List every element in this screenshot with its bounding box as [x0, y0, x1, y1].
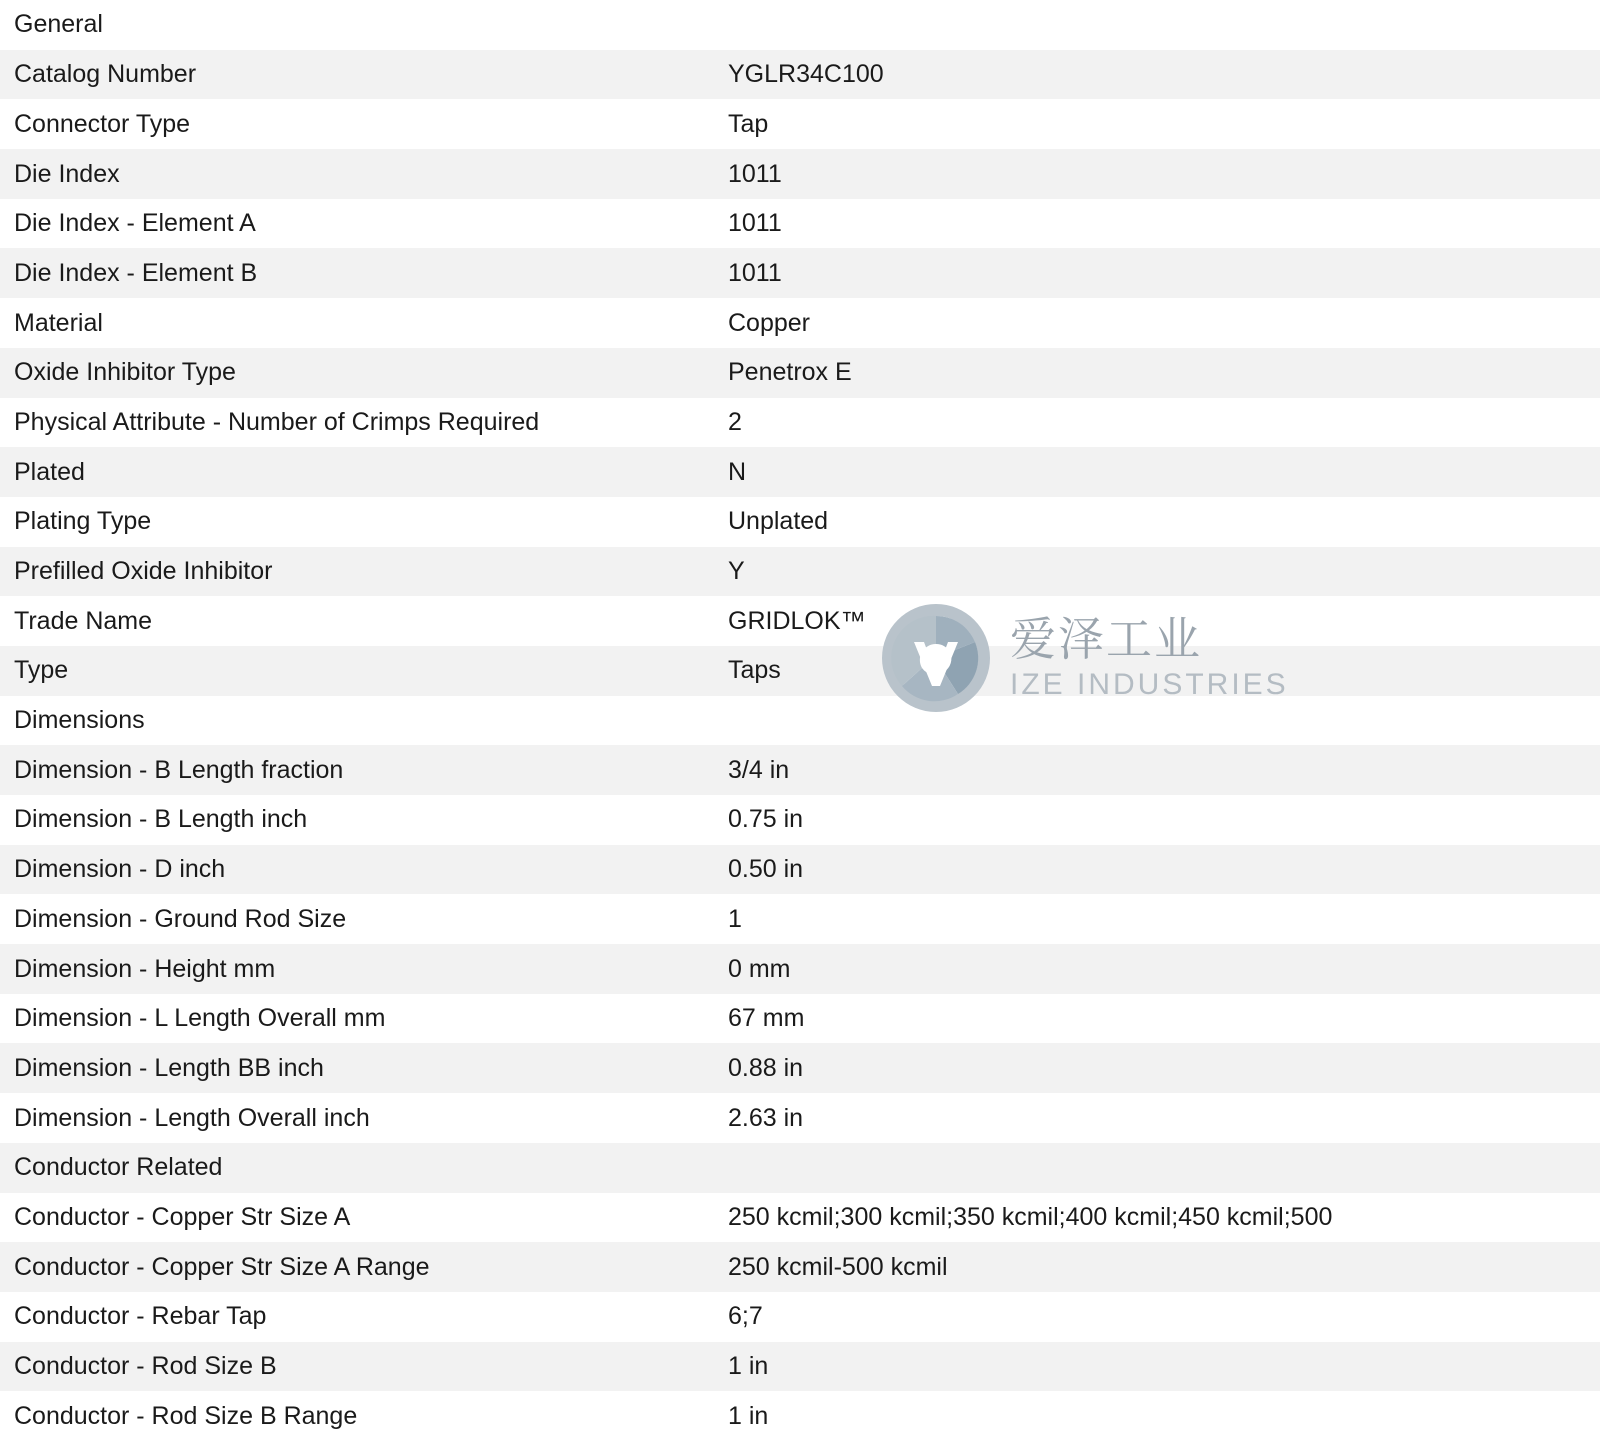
section-heading: Conductor Related — [0, 1143, 714, 1193]
row-label: Dimension - Length Overall inch — [0, 1093, 714, 1143]
table-row — [0, 1242, 1600, 1292]
row-value: Copper — [714, 298, 1600, 348]
table-row — [0, 1043, 1600, 1093]
row-label: Conductor - Copper Str Size A — [0, 1193, 714, 1243]
row-label: Dimension - Ground Rod Size — [0, 894, 714, 944]
row-value: 67 mm — [714, 994, 1600, 1044]
table-row — [0, 1391, 1600, 1441]
row-value: 1 in — [714, 1342, 1600, 1392]
row-value: Penetrox E — [714, 348, 1600, 398]
row-value: 0.75 in — [714, 795, 1600, 845]
row-value: 0.88 in — [714, 1043, 1600, 1093]
table-section-row — [0, 696, 1600, 746]
row-label: Dimension - D inch — [0, 845, 714, 895]
table-row — [0, 149, 1600, 199]
row-label: Connector Type — [0, 99, 714, 149]
table-row — [0, 1093, 1600, 1143]
row-value: 2.63 in — [714, 1093, 1600, 1143]
row-label: Plating Type — [0, 497, 714, 547]
table-row — [0, 199, 1600, 249]
table-row — [0, 50, 1600, 100]
row-label: Die Index - Element B — [0, 248, 714, 298]
watermark-cn-label: 爱泽工业 — [1010, 612, 1202, 665]
row-value — [714, 0, 1600, 50]
row-label: Conductor - Copper Str Size A Range — [0, 1242, 714, 1292]
table-row — [0, 348, 1600, 398]
row-value: Unplated — [714, 497, 1600, 547]
row-value — [714, 696, 1600, 746]
row-label: Die Index - Element A — [0, 199, 714, 249]
row-label: Oxide Inhibitor Type — [0, 348, 714, 398]
row-value — [714, 1143, 1600, 1193]
row-value: 3/4 in — [714, 745, 1600, 795]
row-label: Type — [0, 646, 714, 696]
row-label: Plated — [0, 447, 714, 497]
row-value: 0.50 in — [714, 845, 1600, 895]
table-row — [0, 398, 1600, 448]
row-value: 1011 — [714, 149, 1600, 199]
table-row — [0, 745, 1600, 795]
row-value: Taps — [714, 646, 1600, 696]
table-row — [0, 248, 1600, 298]
row-value: 1011 — [714, 199, 1600, 249]
table-row — [0, 99, 1600, 149]
section-heading: Dimensions — [0, 696, 714, 746]
row-label: Die Index — [0, 149, 714, 199]
row-value: GRIDLOK™ — [714, 596, 1600, 646]
row-value: 1 in — [714, 1391, 1600, 1441]
table-row — [0, 497, 1600, 547]
row-label: Physical Attribute - Number of Crimps Required — [0, 398, 714, 448]
row-label: Material — [0, 298, 714, 348]
watermark-en-label: IZE INDUSTRIES — [1010, 667, 1289, 701]
section-heading: General — [0, 0, 714, 50]
table-row — [0, 994, 1600, 1044]
row-value: Tap — [714, 99, 1600, 149]
row-label: Catalog Number — [0, 50, 714, 100]
row-value: 250 kcmil-500 kcmil — [714, 1242, 1600, 1292]
table-row — [0, 1292, 1600, 1342]
table-row — [0, 845, 1600, 895]
table-row — [0, 298, 1600, 348]
table-row — [0, 944, 1600, 994]
row-label: Dimension - Length BB inch — [0, 1043, 714, 1093]
row-label: Dimension - B Length fraction — [0, 745, 714, 795]
row-value: 1011 — [714, 248, 1600, 298]
table-row — [0, 596, 1600, 646]
row-label: Dimension - L Length Overall mm — [0, 994, 714, 1044]
table-section-row — [0, 1143, 1600, 1193]
row-value: Y — [714, 547, 1600, 597]
row-label: Dimension - B Length inch — [0, 795, 714, 845]
row-value: YGLR34C100 — [714, 50, 1600, 100]
table-section-row — [0, 0, 1600, 50]
table-row — [0, 1193, 1600, 1243]
row-label: Dimension - Height mm — [0, 944, 714, 994]
row-label: Trade Name — [0, 596, 714, 646]
table-row — [0, 795, 1600, 845]
row-value: 1 — [714, 894, 1600, 944]
table-row — [0, 547, 1600, 597]
row-label: Conductor - Rod Size B — [0, 1342, 714, 1392]
table-row — [0, 646, 1600, 696]
table-row — [0, 1342, 1600, 1392]
table-row — [0, 447, 1600, 497]
row-label: Prefilled Oxide Inhibitor — [0, 547, 714, 597]
row-value: 250 kcmil;300 kcmil;350 kcmil;400 kcmil;450 kcmil;500 — [714, 1193, 1600, 1243]
row-value: 6;7 — [714, 1292, 1600, 1342]
row-label: Conductor - Rod Size B Range — [0, 1391, 714, 1441]
row-label: Conductor - Rebar Tap — [0, 1292, 714, 1342]
row-value: N — [714, 447, 1600, 497]
row-value: 2 — [714, 398, 1600, 448]
row-value: 0 mm — [714, 944, 1600, 994]
table-row — [0, 894, 1600, 944]
